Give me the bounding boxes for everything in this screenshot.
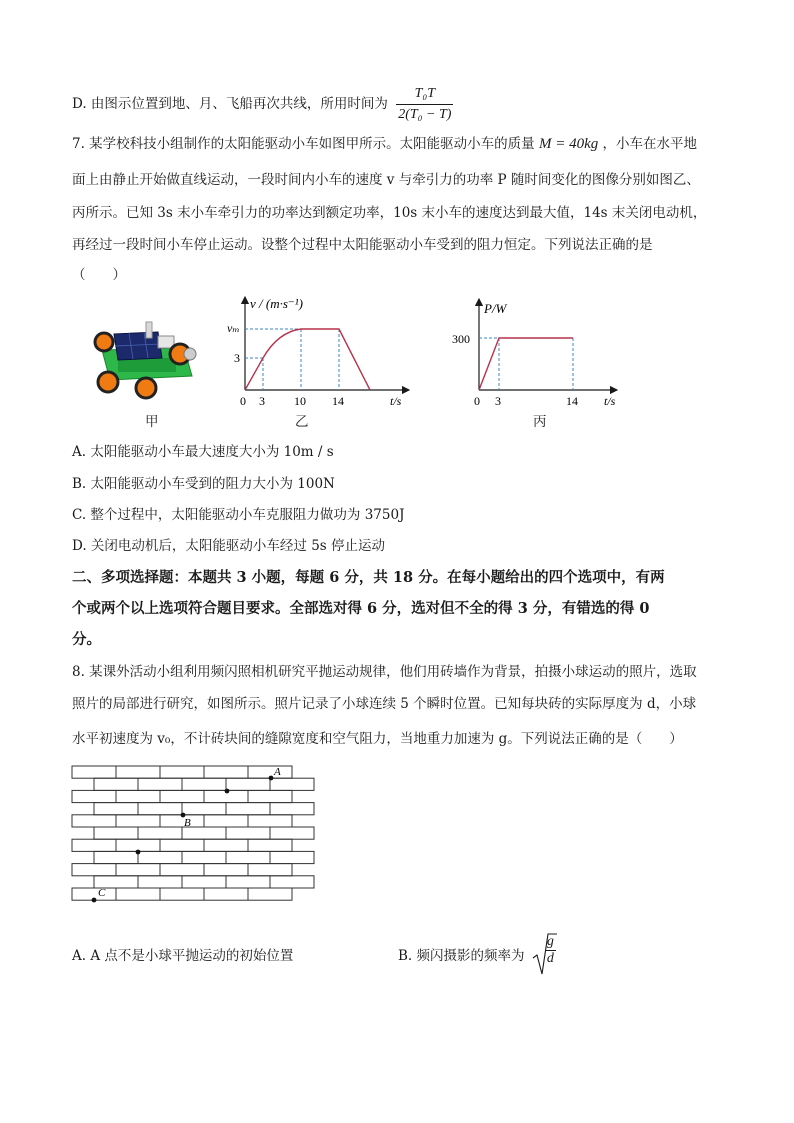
section2-heading-line-3: 分。 <box>72 631 101 648</box>
figure-label-bing: 丙 <box>533 414 547 430</box>
q8-stem-line-1: 8. 某课外活动小组利用频闪照相机研究平抛运动规律，他们用砖墙作为背景，拍摄小球运动的照片，选取 <box>72 664 697 680</box>
v-graph-x3: 3 <box>259 394 265 408</box>
q7-answer-blank: （ ） <box>72 267 126 283</box>
brick-row <box>72 864 292 876</box>
q8-option-b-fraction <box>545 934 556 967</box>
q7-option-a: A. 太阳能驱动小车最大速度大小为 10m / s <box>72 444 334 460</box>
p-graph-x0: 0 <box>474 394 480 408</box>
velocity-time-graph <box>220 292 420 412</box>
fraction-numerator: T₀T <box>396 84 453 105</box>
q8-stem-line-2: 照片的局部进行研究，如图所示。照片记录了小球连续 5 个瞬时位置。已知每块砖的实际厚度为 d，小球 <box>72 696 697 712</box>
q8-option-a: A. A 点不是小球平抛运动的初始位置 <box>72 948 294 964</box>
q8-stem-line-3: 水平初速度为 v₀，不计砖块间的缝隙宽度和空气阻力，当地重力加速为 g。下列说法正确的是（ ） <box>72 731 683 747</box>
v-graph-curve <box>245 329 370 390</box>
brick-row <box>72 790 292 802</box>
q7-option-b: B. 太阳能驱动小车受到的阻力大小为 100N <box>72 476 335 492</box>
fraction-denominator: d <box>546 951 554 966</box>
p-graph-curve <box>479 338 573 390</box>
q7-stem-line-4: 再经过一段时间小车停止运动。设整个过程中太阳能驱动小车受到的阻力恒定。下列说法正确的是 <box>72 237 653 253</box>
brick-row <box>94 778 314 790</box>
ball-position-c <box>92 898 97 903</box>
p-graph-xlabel: t/s <box>604 394 616 408</box>
brick-wall-figure <box>70 762 320 914</box>
section2-heading-line-1: 二、多项选择题：本题共 3 小题，每题 6 分，共 18 分。在每小题给出的四个选项中，有两 <box>72 569 665 586</box>
q7-stem-line-3: 丙所示。已知 3s 末小车牵引力的功率达到额定功率，10s 末小车的速度达到最大值，14s 末关闭电动机， <box>72 205 707 221</box>
p-graph-300-label: 300 <box>452 332 470 346</box>
v-graph-vm-label: vₘ <box>227 321 240 335</box>
point-label-a: A <box>274 766 281 778</box>
ball-position-4 <box>136 850 141 855</box>
q7-option-c: C. 整个过程中，太阳能驱动小车克服阻力做功为 3750J <box>72 507 405 523</box>
q7-stem-text: 7. 某学校科技小组制作的太阳能驱动小车如图甲所示。太阳能驱动小车的质量 <box>72 136 535 152</box>
solar-car-illustration <box>88 314 208 402</box>
figure-label-jia: 甲 <box>145 414 159 430</box>
v-graph-xlabel: t/s <box>390 394 402 408</box>
q8-option-b <box>398 932 557 976</box>
q7-stem-text-cont: ，小车在水平地 <box>602 136 698 152</box>
q6-option-d <box>72 84 453 125</box>
q6-option-d-text: D. 由图示位置到地、月、飞船再次共线，所用时间为 <box>72 96 388 112</box>
brick-wall <box>72 766 314 900</box>
q8-option-b-sqrt <box>531 932 557 976</box>
v-graph-3-label: 3 <box>234 351 240 365</box>
q7-mass-value: M = 40kg <box>538 136 599 152</box>
v-graph-x10: 10 <box>294 394 306 408</box>
point-label-b: B <box>184 817 191 829</box>
figure-label-yi: 乙 <box>295 414 309 430</box>
q6-option-d-fraction <box>396 84 453 125</box>
p-graph-x3: 3 <box>495 394 501 408</box>
brick-row <box>72 766 292 778</box>
brick-row <box>94 851 314 863</box>
q7-option-d: D. 关闭电动机后，太阳能驱动小车经过 5s 停止运动 <box>72 538 386 554</box>
v-graph-x0: 0 <box>240 394 246 408</box>
brick-row <box>94 876 314 888</box>
fraction-denominator: 2(T₀ − T) <box>398 107 452 122</box>
v-graph-x14: 14 <box>332 394 344 408</box>
q8-option-b-text: B. 频闪摄影的频率为 <box>398 948 525 964</box>
point-label-c: C <box>98 887 106 899</box>
v-graph-ylabel: v / (m·s⁻¹) <box>250 296 303 311</box>
p-graph-x14: 14 <box>566 394 578 408</box>
brick-row <box>72 839 292 851</box>
p-graph-ylabel: P/W <box>484 301 507 316</box>
fraction-numerator: g <box>546 934 554 949</box>
brick-row <box>94 827 314 839</box>
section2-heading-line-2: 个或两个以上选项符合题目要求。全部选对得 6 分，选对但不全的得 3 分，有错选的得 0 <box>72 600 650 617</box>
ball-position-a <box>269 776 274 781</box>
power-time-graph <box>450 296 630 412</box>
ball-position-2 <box>225 789 230 794</box>
q7-stem-line-2: 面上由静止开始做直线运动，一段时间内小车的速度 v 与牵引力的功率 P 随时间变化的图像分别如图乙、 <box>72 172 700 188</box>
q7-stem-line-1 <box>72 134 697 154</box>
brick-row <box>94 803 314 815</box>
